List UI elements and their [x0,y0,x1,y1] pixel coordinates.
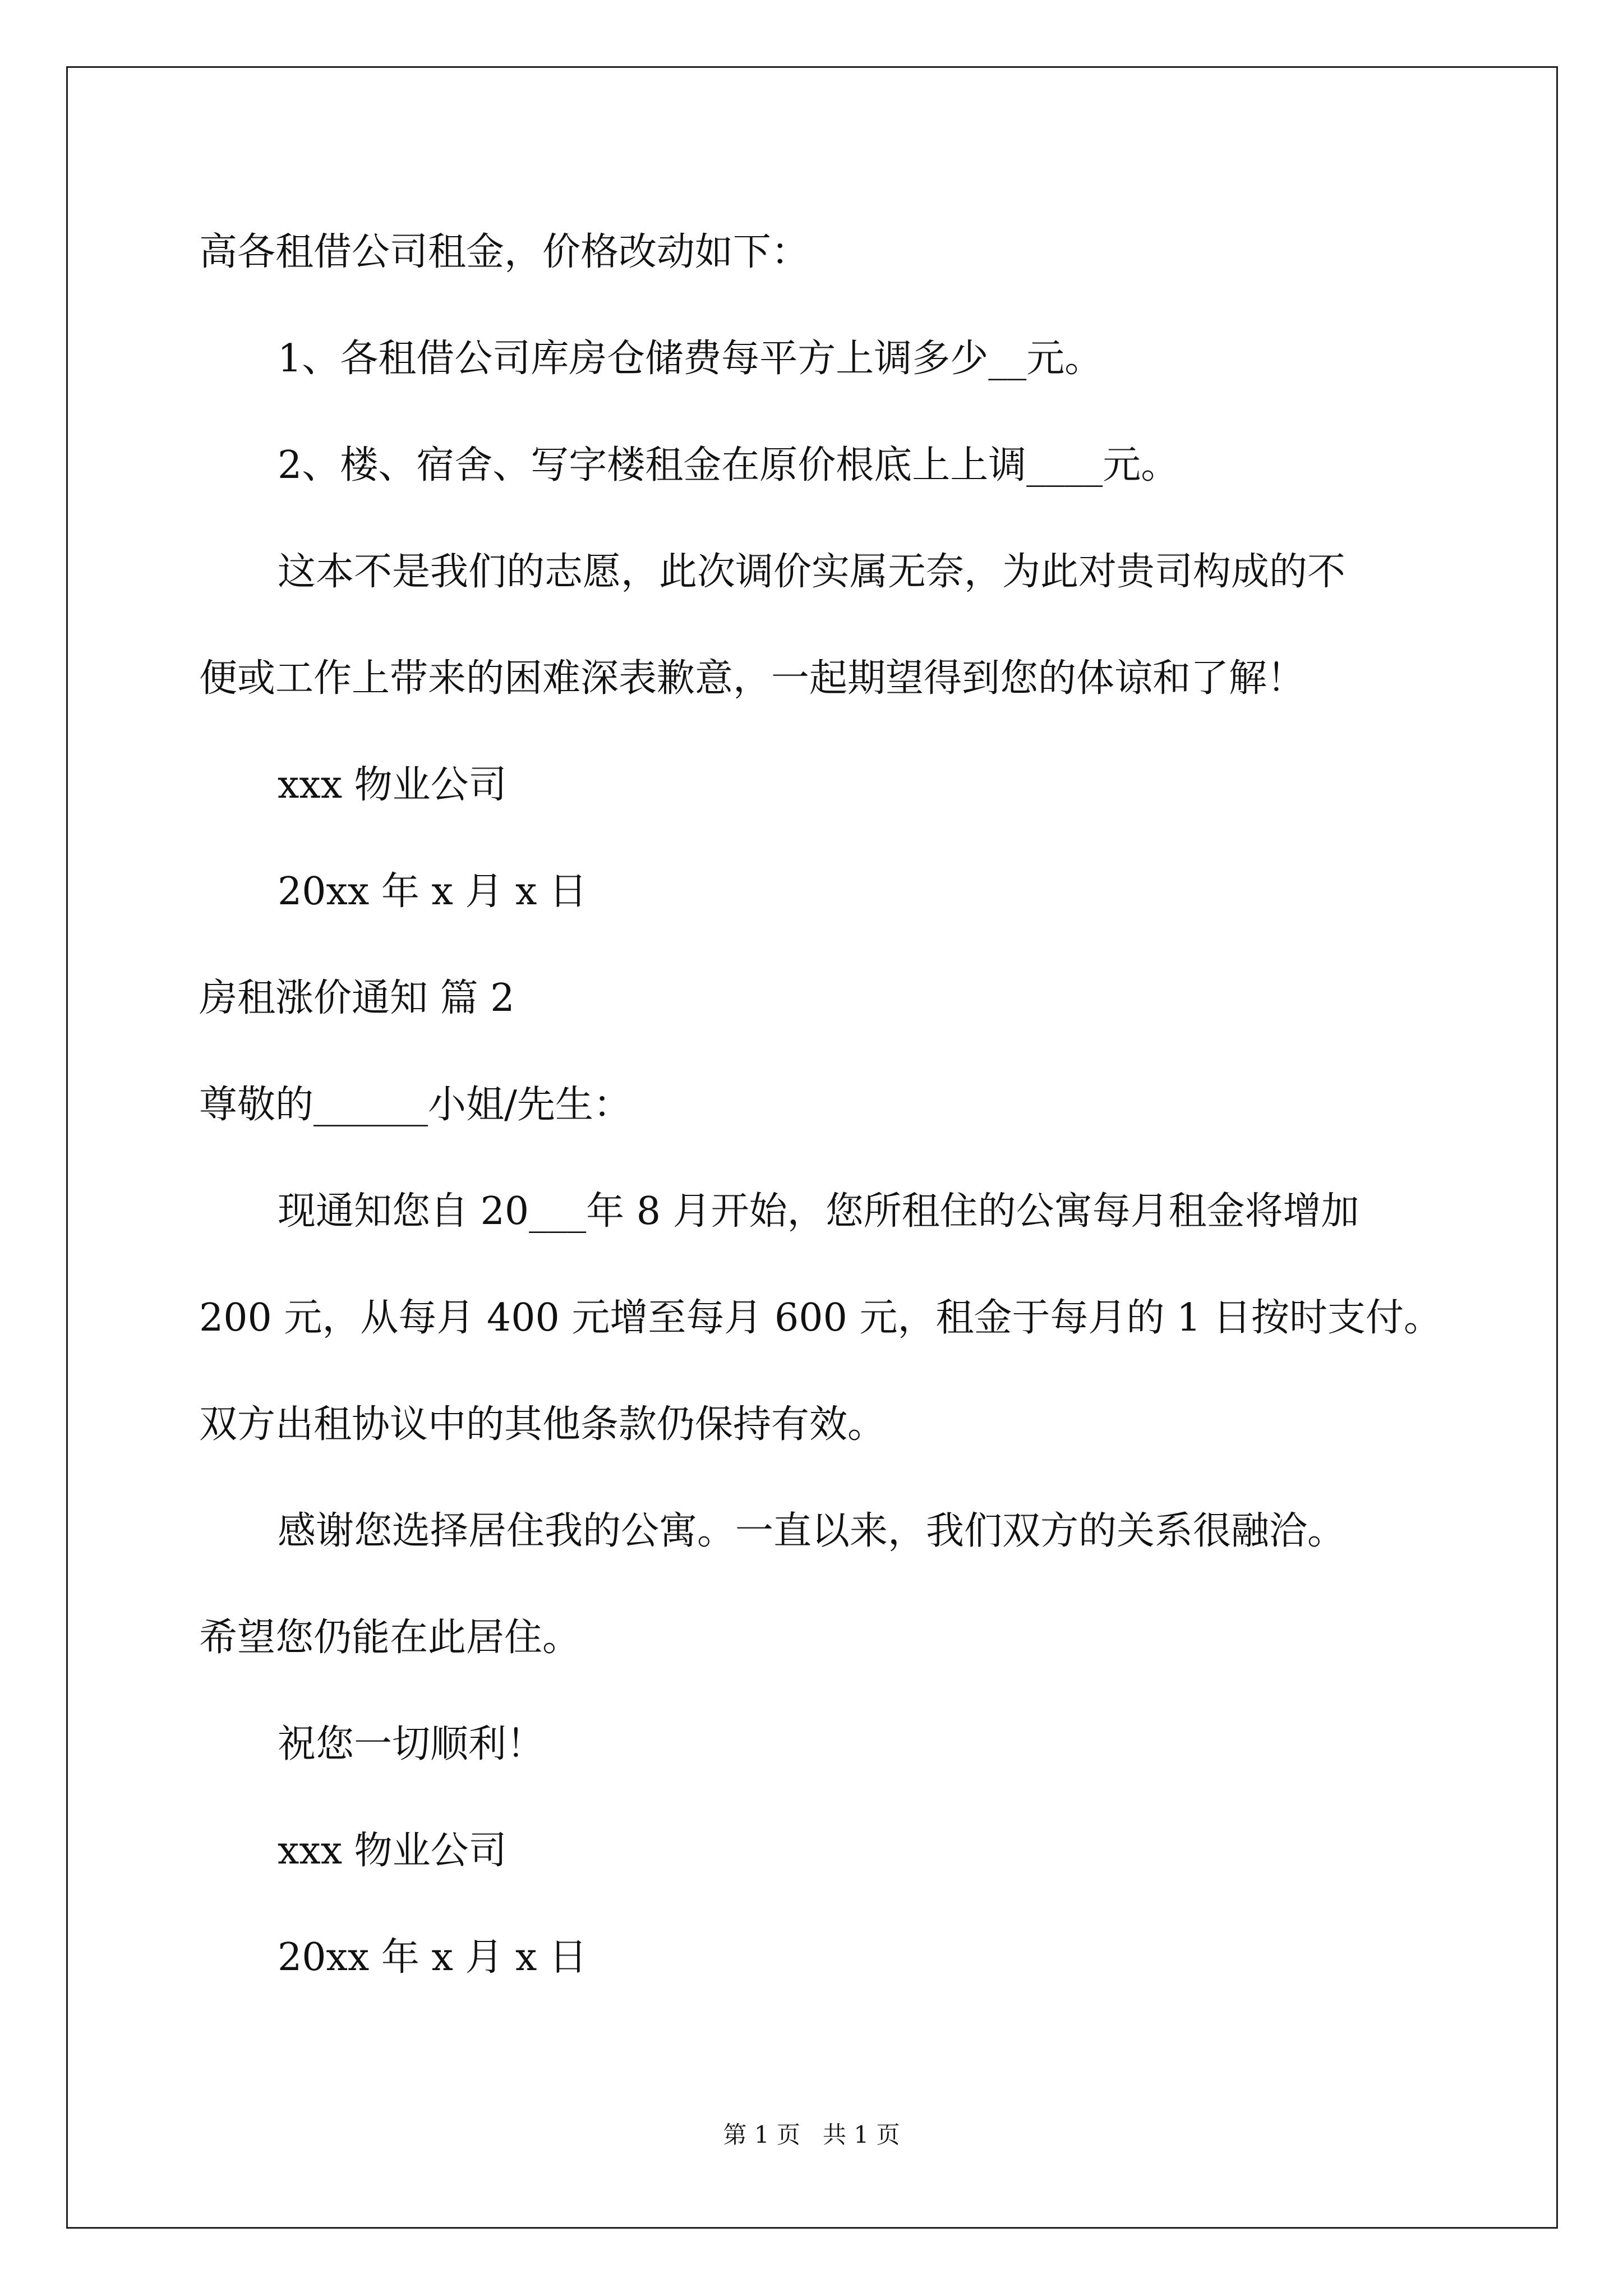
signature-company: xxx 物业公司 [278,1829,507,1873]
signature-date: 20xx 年 x 月 x 日 [278,869,588,914]
paragraph-line: 感谢您选择居住我的公寓。一直以来，我们双方的关系很融洽。 [278,1509,1346,1553]
salutation: 尊敬的______小姐/先生： [199,1083,631,1127]
paragraph-line: 便或工作上带来的困难深表歉意，一起期望得到您的体谅和了解！ [199,656,1306,701]
paragraph-line: 现通知您自 20___年 8 月开始，您所租住的公寓每月租金将增加 [278,1189,1359,1234]
closing-wish: 祝您一切顺利！ [278,1722,545,1766]
intro-line: 高各租借公司租金，价格改动如下： [199,230,810,274]
signature-company: xxx 物业公司 [278,763,507,807]
paragraph-line: 希望您仍能在此居住。 [199,1616,581,1660]
document-body [199,222,1461,2033]
paragraph-line: 双方出租协议中的其他条款仍保持有效。 [199,1402,886,1447]
signature-date: 20xx 年 x 月 x 日 [278,1935,588,1980]
list-item-1: 1、各租借公司库房仓储费每平方上调多少__元。 [278,337,1103,381]
paragraph-line: 这本不是我们的志愿，此次调价实属无奈，为此对贵司构成的不 [278,550,1346,594]
page-number: 第 1 页 共 1 页 [723,2121,900,2148]
list-item-2: 2、楼、宿舍、写字楼租金在原价根底上上调____元。 [278,443,1179,487]
paragraph-line: 200 元，从每月 400 元增至每月 600 元，租金于每月的 1 日按时支付。 [199,1296,1442,1340]
section-heading: 房租涨价通知 篇 2 [199,976,515,1020]
